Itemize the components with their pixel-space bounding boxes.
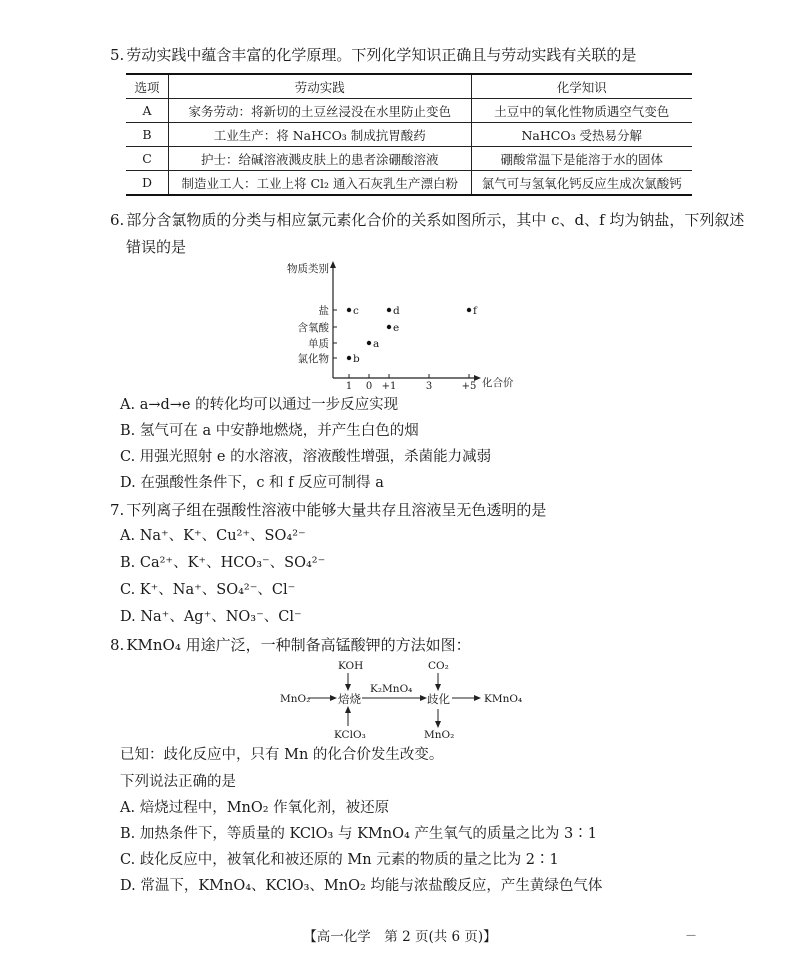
q6-option-c: C. 用强光照射 e 的水溶液，溶液酸性增强，杀菌能力减弱	[120, 449, 492, 465]
data-point-label: d	[393, 305, 400, 317]
flow-input-koh: KOH	[338, 660, 364, 672]
y-axis-arrow	[330, 261, 336, 268]
q6-option-b: B. 氢气可在 a 中安静地燃烧，并产生白色的烟	[120, 423, 419, 439]
arrowhead	[420, 695, 427, 701]
arrowhead	[345, 684, 351, 691]
table-row: D 制造业工人：工业上将 Cl₂ 通入石灰乳生产漂白粉 氯气可与氢氧化钙反应生成次氯酸钙	[126, 171, 692, 196]
q8-prompt: 下列说法正确的是	[120, 774, 236, 790]
q7-option-a: A. Na⁺、K⁺、Cu²⁺、SO₄²⁻	[120, 528, 306, 544]
data-point-d	[387, 308, 391, 312]
data-point-label: c	[353, 305, 359, 317]
flow-diagram	[280, 660, 522, 741]
y-axis-title: 物质类别	[287, 263, 329, 275]
valence-chart	[287, 261, 514, 392]
y-category-label: 盐	[318, 305, 329, 317]
q8-stem: 8. KMnO₄ 用途广泛，一种制备高锰酸钾的方法如图：	[110, 636, 471, 654]
flow-product: KMnO₄	[484, 693, 523, 705]
corner-mark: —	[686, 930, 696, 941]
table-row: C 护士：给碱溶液溅皮肤上的患者涂硼酸溶液 硼酸常温下是能溶于水的固体	[126, 147, 692, 171]
q8-option-c: C. 歧化反应中，被氧化和被还原的 Mn 元素的物质的量之比为 2∶1	[120, 852, 559, 868]
page-footer: 【高一化学 第 2 页(共 6 页)】	[303, 929, 497, 945]
x-tick-label: 0	[365, 381, 373, 392]
q8-note: 已知：歧化反应中，只有 Mn 的化合价发生改变。	[120, 747, 444, 763]
arrowhead	[435, 684, 441, 691]
q8-option-d: D. 常温下，KMnO₄、KClO₃、MnO₂ 均能与浓盐酸反应，产生黄绿色气体	[120, 878, 603, 894]
data-point-label: a	[373, 338, 380, 350]
table-row: B 工业生产：将 NaHCO₃ 制成抗胃酸药 NaHCO₃ 受热易分解	[126, 123, 692, 147]
q7-option-d: D. Na⁺、Ag⁺、NO₃⁻、Cl⁻	[120, 609, 302, 625]
q7-option-c: C. K⁺、Na⁺、SO₄²⁻、Cl⁻	[120, 582, 296, 598]
data-point-label: b	[353, 353, 360, 365]
flow-input-kclo3: KClO₃	[334, 729, 366, 741]
q5-stem: 5. 劳动实践中蕴含丰富的化学原理。下列化学知识正确且与劳动实践有关联的是	[110, 46, 637, 64]
table-header: 劳动实践	[169, 74, 472, 99]
flow-step-disproportionation: 歧化	[427, 692, 450, 706]
flow-step-roast: 焙烧	[338, 692, 361, 706]
data-point-b	[347, 356, 351, 360]
x-tick-label: +5	[461, 381, 477, 392]
arrowhead	[435, 721, 441, 728]
q6-stem-line2: 错误的是	[126, 238, 187, 256]
x-axis-title: 化合价	[482, 377, 514, 389]
y-category-label: 含氧酸	[297, 322, 329, 334]
flow-output-mno2: MnO₂	[424, 729, 455, 741]
x-tick-label: +1	[381, 381, 397, 392]
arrowhead	[345, 706, 351, 713]
y-category-label: 氯化物	[297, 353, 329, 365]
table-row: A 家务劳动：将新切的土豆丝浸没在水里防止变色 土豆中的氧化性物质遇空气变色	[126, 99, 692, 123]
data-point-label: e	[393, 322, 400, 334]
x-tick-label: 3	[425, 381, 433, 392]
q7-stem: 7. 下列离子组在强酸性溶液中能够大量共存且溶液呈无色透明的是	[110, 501, 547, 519]
q6-option-d: D. 在强酸性条件下，c 和 f 反应可制得 a	[120, 475, 384, 491]
flow-input-co2: CO₂	[428, 660, 449, 672]
data-point-label: f	[473, 305, 477, 317]
flow-intermediate: K₂MnO₄	[370, 683, 413, 695]
q8-option-b: B. 加热条件下，等质量的 KClO₃ 与 KMnO₄ 产生氧气的质量之比为 3∶1	[120, 826, 597, 842]
data-point-c	[347, 308, 351, 312]
arrowhead	[474, 695, 481, 701]
q7-option-b: B. Ca²⁺、K⁺、HCO₃⁻、SO₄²⁻	[120, 555, 326, 571]
data-point-a	[367, 341, 371, 345]
arrowhead	[330, 695, 337, 701]
q6-option-a: A. a→d→e 的转化均可以通过一步反应实现	[120, 397, 399, 413]
data-point-e	[387, 325, 391, 329]
flow-start: MnO₂	[280, 693, 311, 705]
q8-option-a: A. 焙烧过程中，MnO₂ 作氧化剂，被还原	[120, 800, 390, 816]
data-point-f	[467, 308, 471, 312]
y-category-label: 单质	[308, 338, 329, 350]
x-tick-label: 1	[345, 381, 353, 392]
q6-stem-line1: 6. 部分含氯物质的分类与相应氯元素化合价的关系如图所示，其中 c、d、f 均为钠盐，下列叙述	[110, 211, 745, 229]
table-header: 化学知识	[471, 74, 692, 99]
table-header: 选项	[126, 74, 169, 99]
